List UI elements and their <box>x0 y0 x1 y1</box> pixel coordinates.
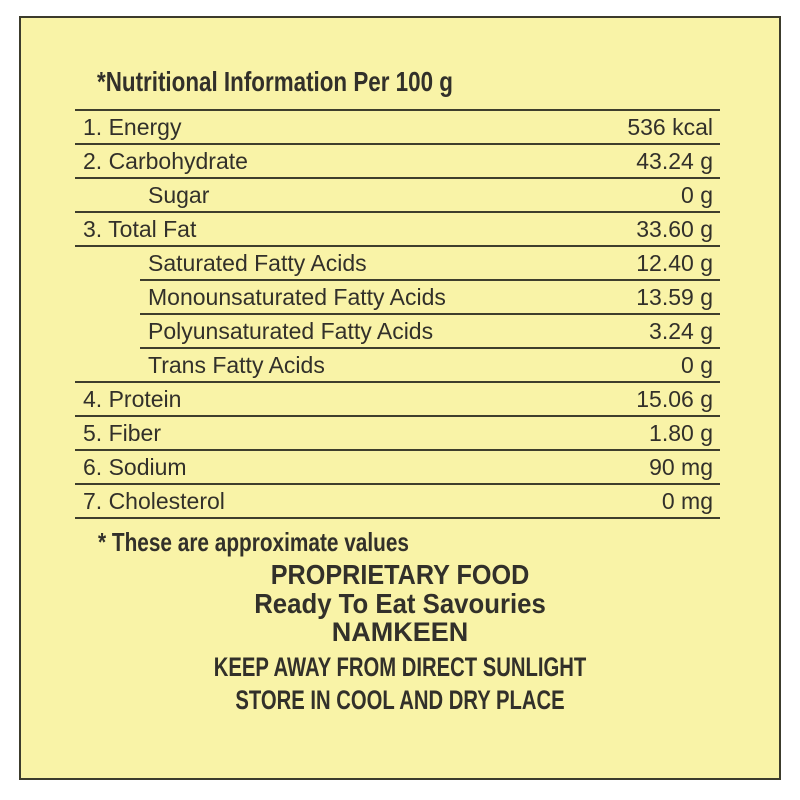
product-info-line: STORE IN COOL AND DRY PLACE <box>235 685 565 715</box>
nutrient-value: 0 g <box>681 351 713 378</box>
nutrient-name: Trans Fatty Acids <box>148 351 325 378</box>
product-info-line: PROPRIETARY FOOD <box>270 559 530 590</box>
nutrient-name: 1. Energy <box>83 113 182 140</box>
nutrient-value: 0 g <box>681 181 713 208</box>
product-info-line: KEEP AWAY FROM DIRECT SUNLIGHT <box>213 652 587 682</box>
nutrient-value: 33.60 g <box>636 215 713 242</box>
approx-values-footnote: * These are approximate values <box>98 527 409 557</box>
nutrient-value: 0 mg <box>661 487 713 514</box>
nutrient-name: 7. Cholesterol <box>83 487 225 514</box>
nutrient-name: Sugar <box>148 181 210 208</box>
nutrient-name: 3. Total Fat <box>83 215 197 242</box>
nutrition-title: *Nutritional Information Per 100 g <box>97 66 453 97</box>
nutrient-value: 13.59 g <box>636 283 713 310</box>
product-info-line: NAMKEEN <box>331 617 469 647</box>
nutrient-name: 6. Sodium <box>83 453 187 480</box>
product-info <box>21 18 779 778</box>
nutrient-value: 43.24 g <box>636 147 713 174</box>
nutrient-value: 3.24 g <box>649 317 713 344</box>
nutrient-value: 15.06 g <box>636 385 713 412</box>
nutrient-name: Monounsaturated Fatty Acids <box>148 283 446 310</box>
nutrient-value: 90 mg <box>649 453 713 480</box>
nutrient-name: Polyunsaturated Fatty Acids <box>148 317 434 344</box>
nutrient-name: 4. Protein <box>83 385 182 412</box>
nutrient-name: 5. Fiber <box>83 419 161 446</box>
nutrition-label <box>19 16 781 780</box>
nutrient-name: 2. Carbohydrate <box>83 147 248 174</box>
nutrient-name: Saturated Fatty Acids <box>148 249 367 276</box>
product-info-line: Ready To Eat Savouries <box>254 588 546 619</box>
nutrient-value: 536 kcal <box>627 113 713 140</box>
nutrient-value: 12.40 g <box>636 249 713 276</box>
nutrient-value: 1.80 g <box>649 419 713 446</box>
